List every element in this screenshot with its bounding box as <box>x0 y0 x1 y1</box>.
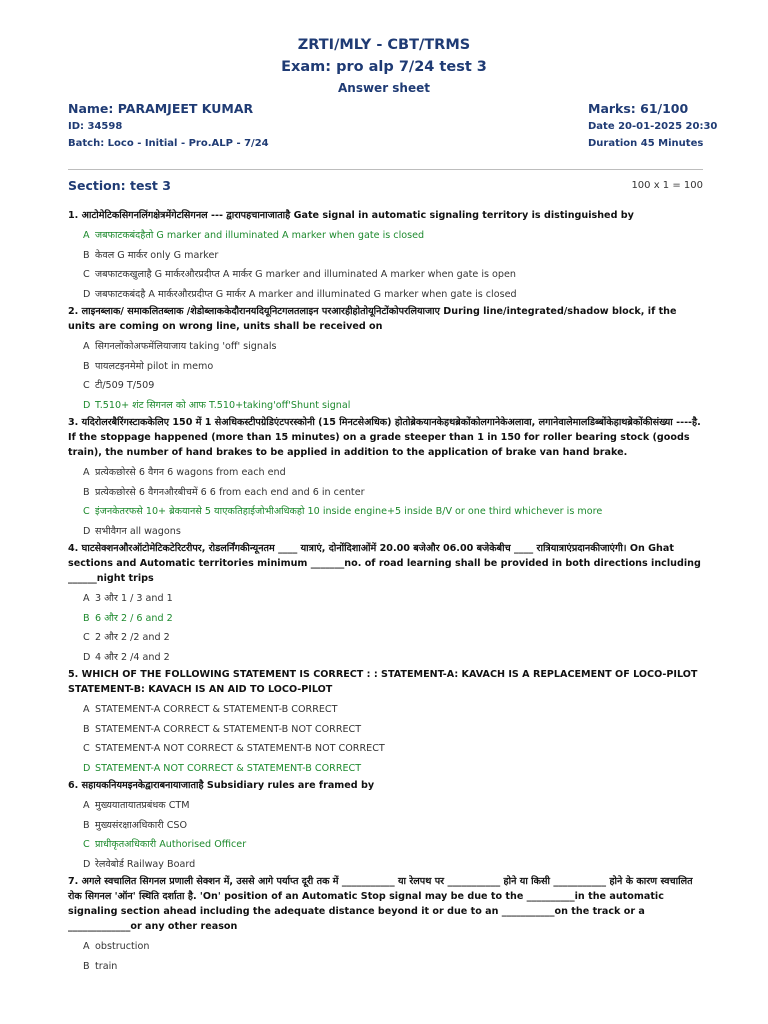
option-text: प्राधीकृतअधिकारी Authorised Officer <box>95 839 247 850</box>
option-text: सिगनलोंकोअफमेंलियाजाय taking 'off' signals <box>95 341 277 352</box>
option <box>68 739 704 759</box>
option-text: train <box>95 960 118 972</box>
option-text: पायलटइनमेमो pilot in memo <box>95 360 214 372</box>
question-list <box>68 208 704 976</box>
option-correct <box>68 759 704 779</box>
option-letter: B <box>83 612 90 624</box>
option-text: प्रत्येकछोरसे 6 वैगनऔरबीचमें 6 6 from each end and 6 in center <box>95 486 365 498</box>
question-item <box>68 208 704 304</box>
option-correct <box>68 609 704 629</box>
option-letter: C <box>83 380 90 391</box>
option <box>68 246 704 266</box>
option-text: 4 और 2 /4 and 2 <box>95 651 170 663</box>
option-correct <box>68 226 704 246</box>
option-text: 6 और 2 / 6 and 2 <box>95 612 173 624</box>
option-text: जबफाटकबंदहैतो G marker and illuminated A marker when gate is closed <box>95 230 425 241</box>
answer-sheet-label: Answer sheet <box>338 81 430 95</box>
option-letter: C <box>83 839 90 850</box>
option-letter: A <box>83 341 90 352</box>
option-letter: B <box>83 249 90 261</box>
option-text: 3 और 1 / 3 and 1 <box>95 593 173 604</box>
option-letter: B <box>83 360 90 372</box>
option <box>68 937 704 957</box>
option <box>68 463 704 483</box>
option-letter: B <box>83 960 90 972</box>
option-text: STATEMENT-A NOT CORRECT & STATEMENT-B NOT CORRECT <box>95 743 385 754</box>
option-letter: B <box>83 819 90 831</box>
option <box>68 816 704 836</box>
option-letter: B <box>83 486 90 498</box>
option-letter: A <box>83 704 90 715</box>
option-letter: D <box>83 762 91 774</box>
option-text: सभीवैगन all wagons <box>95 525 181 537</box>
option-text: T.510+ शंट सिगनल को आफ T.510+taking'off'Shunt signal <box>95 399 351 411</box>
option-letter: C <box>83 506 90 517</box>
option-letter: D <box>83 399 91 411</box>
option-text: प्रत्येकछोरसे 6 वैगन 6 wagons from each end <box>95 467 286 478</box>
question-text: 5. WHICH OF THE FOLLOWING STATEMENT IS CORRECT : : STATEMENT-A: KAVACH IS A REPLACEMENT OF LOCO-PILOT STATEMENT-B: KAVACH IS AN AID TO LOCO-PILOT <box>68 669 698 695</box>
option <box>68 855 704 875</box>
section-marks-formula: 100 x 1 = 100 <box>631 180 703 191</box>
option-text: STATEMENT-A CORRECT & STATEMENT-B NOT CORRECT <box>95 723 362 735</box>
option-letter: C <box>83 632 90 643</box>
option-letter: D <box>83 288 91 300</box>
option <box>68 700 704 720</box>
option-text: मुख्ययातायातप्रबंधक CTM <box>95 800 190 811</box>
question-text: 6. सहायकनियमइनकेद्वाराबनायाजाताहै Subsidiary rules are framed by <box>68 780 375 791</box>
option-text: 2 और 2 /2 and 2 <box>95 632 170 643</box>
question-text: 4. घाटसेक्शनऔरऑटोमेटिकटेरिटरीपर, रोडलर्निंगकीन्यूनतम ____ यात्राएं, दोनोंदिशाओंमें 20.00 बजेऔर 06.00 बजेकेबीच ____ रात्रियात्राएंप्रदानकीजाएंगी। On Ghat sections and Automatic territories minimum _______no. of road learning shall be provided in both directions including ______night trips <box>68 543 701 584</box>
option-correct <box>68 835 704 855</box>
option-text: रेलवेबोर्ड Railway Board <box>95 858 196 870</box>
option-letter: A <box>83 593 90 604</box>
option <box>68 957 704 977</box>
option-letter: A <box>83 467 90 478</box>
batch: Batch: Loco - Initial - Pro.ALP - 7/24 <box>68 138 269 149</box>
option-letter: A <box>83 800 90 811</box>
option <box>68 357 704 377</box>
option <box>68 522 704 542</box>
option <box>68 648 704 668</box>
option-text: STATEMENT-A NOT CORRECT & STATEMENT-B CORRECT <box>95 762 362 774</box>
candidate-id: ID: 34598 <box>68 121 123 132</box>
duration: Duration 45 Minutes <box>588 138 704 149</box>
option-letter: D <box>83 858 91 870</box>
option-letter: B <box>83 723 90 735</box>
option-text: जबफाटकखुलाहै G मार्करऔरप्रदीप्त A मार्कर G marker and illuminated A marker when gate is open <box>95 269 516 280</box>
exam-name: Exam: pro alp 7/24 test 3 <box>281 59 487 75</box>
option <box>68 628 704 648</box>
exam-title: ZRTI/MLY - CBT/TRMS <box>297 37 471 53</box>
option-text: जबफाटकबंदहै A मार्करऔरप्रदीप्त G मार्कर A marker and illuminated G marker when gate is closed <box>95 288 517 300</box>
option <box>68 720 704 740</box>
question-text: 3. यदिरोलरबैरिंगस्टाककेलिए 150 में 1 सेअधिकस्टीपग्रेडिएंटपरस्कोनी (15 मिनटसेअधिक) होतोब्रेकयानकेहथब्रेकोंकोलगानेकेअलावा, लगानेवालेमालडिब्बोंकेहाथब्रेकोंकीसंख्या ----है. If the stoppage happened (more than 15 minutes) on a grade steeper than 1 in 150 for roller bearing stock (goods train), the number of hand brakes to be applied in addition to the application of brake van hand brake. <box>68 417 701 458</box>
option-text: केवल G मार्कर only G marker <box>95 249 219 261</box>
option-text: मुख्यसंरक्षाअधिकारी CSO <box>95 819 188 831</box>
candidate-name: Name: PARAMJEET KUMAR <box>68 101 254 116</box>
exam-date: Date 20-01-2025 20:30 <box>588 121 718 132</box>
option-text: obstruction <box>95 941 150 952</box>
question-text: 2. लाइनब्लाक/ समाकलितब्लाक /शेडोब्लाककेदौरानयदियूनिटगलतलाइन परआरहीहोतोयूनिटोंकोपरलियाजाए During line/integrated/shadow block, if the units are coming on wrong line, units shall be received on <box>68 306 677 332</box>
option-text: STATEMENT-A CORRECT & STATEMENT-B CORRECT <box>95 704 338 715</box>
question-text: 7. अगले स्वचालित सिगनल प्रणाली सेक्शन में, उससे आगे पर्याप्त दूरी तक में ___________ या रेलपथ पर ___________ होने या किसी ___________ होने के कारण स्वचालित रोक सिगनल 'ऑन' स्थिति दर्शाता है. 'On' position of an Automatic Stop signal may be due to the __________in the automatic signaling section ahead including the adequate distance beyond it or due to an ___________on the track or a _____________or any other reason <box>68 876 693 932</box>
question-item <box>68 874 704 976</box>
marks: Marks: 61/100 <box>588 101 689 116</box>
option <box>68 265 704 285</box>
option <box>68 285 704 305</box>
option-letter: A <box>83 941 90 952</box>
question-item <box>68 541 704 667</box>
question-text: 1. आटोमेटिकसिगनलिंगक्षेत्रमेंगेटसिगनल --- द्वारापहचानाजाताहै Gate signal in automatic signaling territory is distinguished by <box>68 210 634 221</box>
option-correct <box>68 396 704 416</box>
section-title: Section: test 3 <box>68 178 171 193</box>
option <box>68 483 704 503</box>
option-text: इंजनकेतरफसे 10+ ब्रेकयानसे 5 याएकतिहाईजोभीअधिकहो 10 inside engine+5 inside B/V or one third whichever is more <box>95 506 603 517</box>
option <box>68 796 704 816</box>
question-item <box>68 415 704 541</box>
option-letter: C <box>83 743 90 754</box>
question-item <box>68 304 704 415</box>
option <box>68 589 704 609</box>
option-letter: D <box>83 651 91 663</box>
option <box>68 337 704 357</box>
question-item <box>68 778 704 874</box>
question-item <box>68 667 704 778</box>
option-letter: A <box>83 230 90 241</box>
option <box>68 376 704 396</box>
option-letter: C <box>83 269 90 280</box>
option-correct <box>68 502 704 522</box>
option-text: टी/509 T/509 <box>95 380 155 391</box>
divider <box>68 169 703 170</box>
option-letter: D <box>83 525 91 537</box>
